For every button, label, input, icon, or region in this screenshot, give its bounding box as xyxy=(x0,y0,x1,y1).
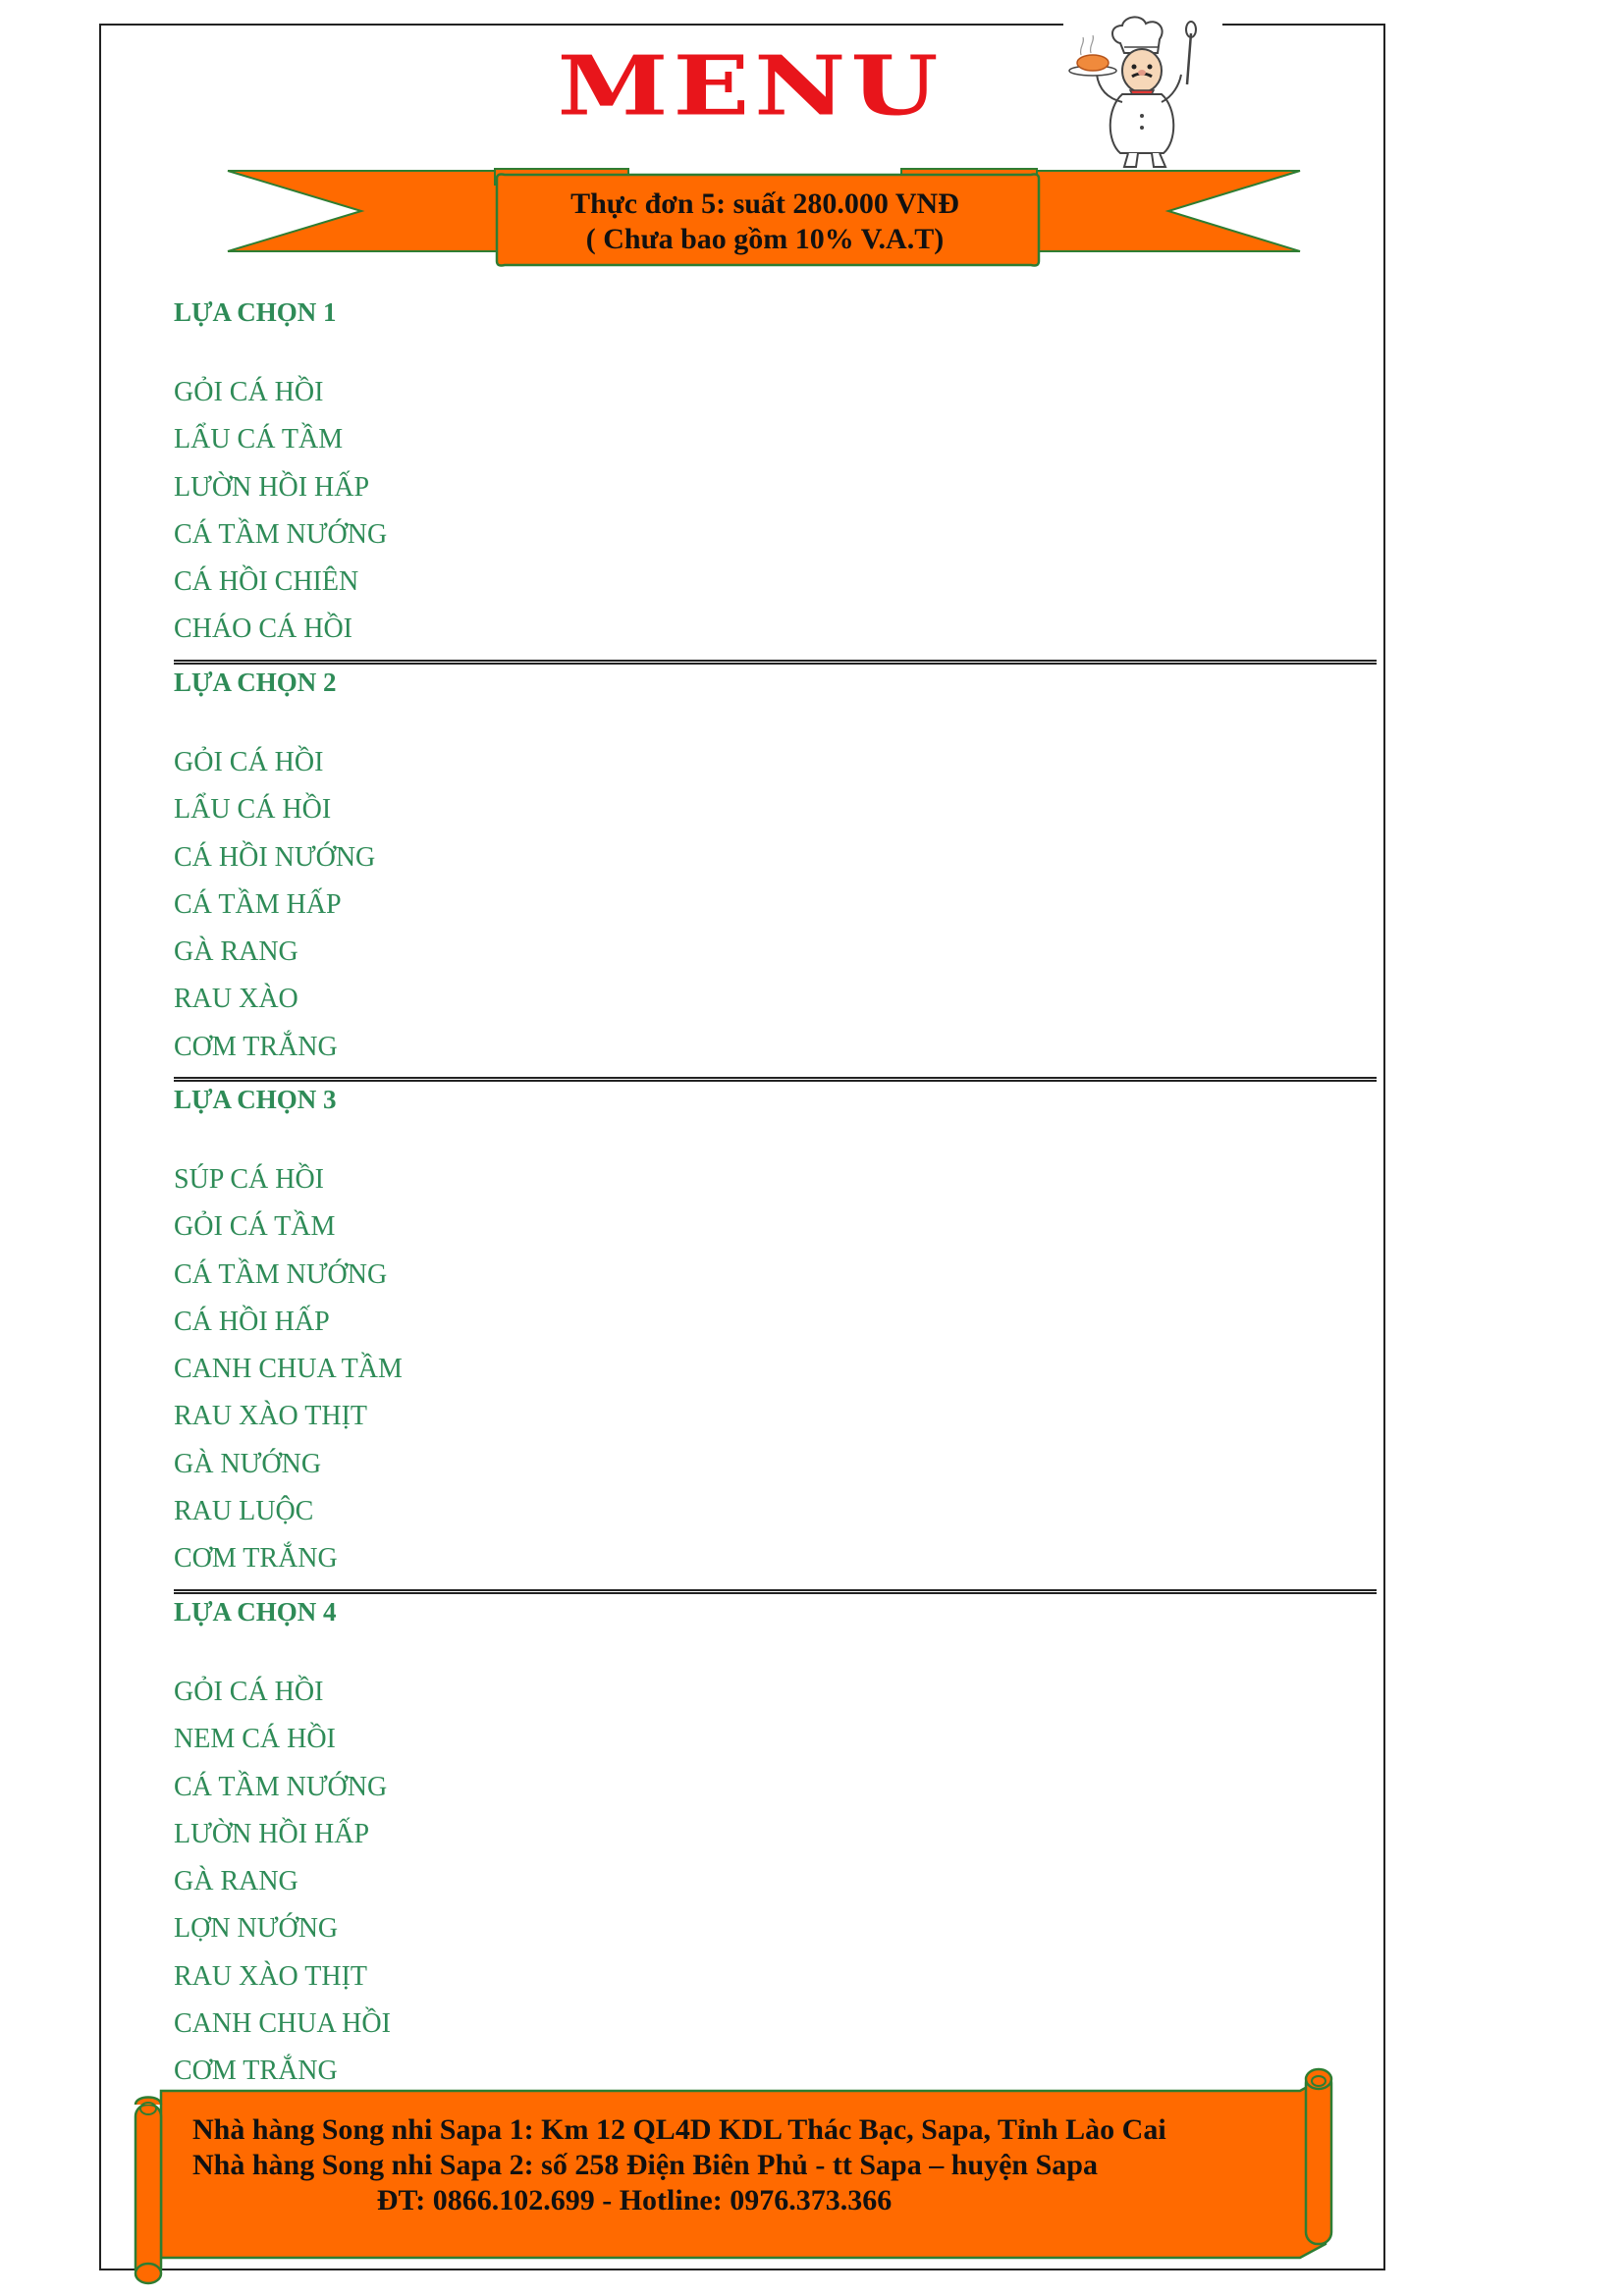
menu-item: LƯỜN HỒI HẤP xyxy=(174,471,370,503)
menu-item: CHÁO CÁ HỒI xyxy=(174,614,352,645)
menu-item: LẨU CÁ HỒI xyxy=(174,794,332,826)
menu-item: CƠM TRẮNG xyxy=(174,1031,338,1062)
menu-section-2 xyxy=(174,663,1381,1071)
menu-item: CƠM TRẮNG xyxy=(174,2056,338,2087)
menu-item: GÀ RANG xyxy=(174,1866,298,1897)
menu-item: CÁ TẦM NƯỚNG xyxy=(174,518,388,550)
menu-section-1 xyxy=(174,293,1381,654)
menu-item: GÀ RANG xyxy=(174,936,298,968)
menu-item: RAU XÀO THỊT xyxy=(174,1960,368,1992)
menu-item: GÀ NƯỚNG xyxy=(174,1448,322,1479)
menu-item: NEM CÁ HỒI xyxy=(174,1724,336,1755)
menu-item: CANH CHUA TẦM xyxy=(174,1354,403,1385)
menu-item: LẨU CÁ TẦM xyxy=(174,424,344,455)
menu-item: GỎI CÁ TẦM xyxy=(174,1211,336,1243)
menu-item: GỎI CÁ HỒI xyxy=(174,747,324,777)
section-title: LỰA CHỌN 3 xyxy=(174,1085,337,1114)
menu-section-3 xyxy=(174,1080,1381,1583)
menu-item: GỎI CÁ HỒI xyxy=(174,1677,324,1707)
menu-item: RAU XÀO xyxy=(174,984,298,1015)
chef-illustration-icon xyxy=(1063,14,1222,171)
menu-title: MENU xyxy=(557,37,944,134)
menu-item: CÁ HỒI NƯỚNG xyxy=(174,841,376,873)
menu-item: LƯỜN HỒI HẤP xyxy=(174,1818,370,1849)
menu-item: CƠM TRẮNG xyxy=(174,1543,338,1575)
menu-item: CÁ TẦM NƯỚNG xyxy=(174,1771,388,1802)
section-title: LỰA CHỌN 4 xyxy=(174,1597,337,1627)
menu-item: CÁ HỒI CHIÊN xyxy=(174,566,359,598)
menu-item: CANH CHUA HỒI xyxy=(174,2008,391,2040)
menu-item: RAU LUỘC xyxy=(174,1496,314,1527)
restaurant-address-2: Nhà hàng Song nhi Sapa 2: số 258 Điện Biên Phủ - tt Sapa – huyện Sapa xyxy=(192,2149,1098,2181)
restaurant-address-1: Nhà hàng Song nhi Sapa 1: Km 12 QL4D KDL Thác Bạc, Sapa, Tỉnh Lào Cai xyxy=(192,2113,1166,2146)
menu-item: LỢN NƯỚNG xyxy=(174,1913,339,1945)
banner-price-line: Thực đơn 5: suất 280.000 VNĐ xyxy=(570,187,959,220)
menu-item: CÁ TẦM NƯỚNG xyxy=(174,1258,388,1290)
section-title: LỰA CHỌN 2 xyxy=(174,667,337,697)
menu-item: RAU XÀO THỊT xyxy=(174,1401,368,1432)
menu-item: GỎI CÁ HỒI xyxy=(174,377,324,407)
menu-item: SÚP CÁ HỒI xyxy=(174,1164,324,1195)
section-title: LỰA CHỌN 1 xyxy=(174,297,337,327)
menu-item: CÁ TẦM HẤP xyxy=(174,888,342,920)
menu-item: CÁ HỒI HẤP xyxy=(174,1306,330,1337)
menu-price-banner xyxy=(498,187,1032,257)
footer-contact-info xyxy=(192,2112,1272,2218)
banner-vat-note: ( Chưa bao gồm 10% V.A.T) xyxy=(585,223,945,255)
phone-hotline: ĐT: 0866.102.699 - Hotline: 0976.373.366 xyxy=(376,2184,893,2216)
menu-section-4 xyxy=(174,1592,1381,2096)
